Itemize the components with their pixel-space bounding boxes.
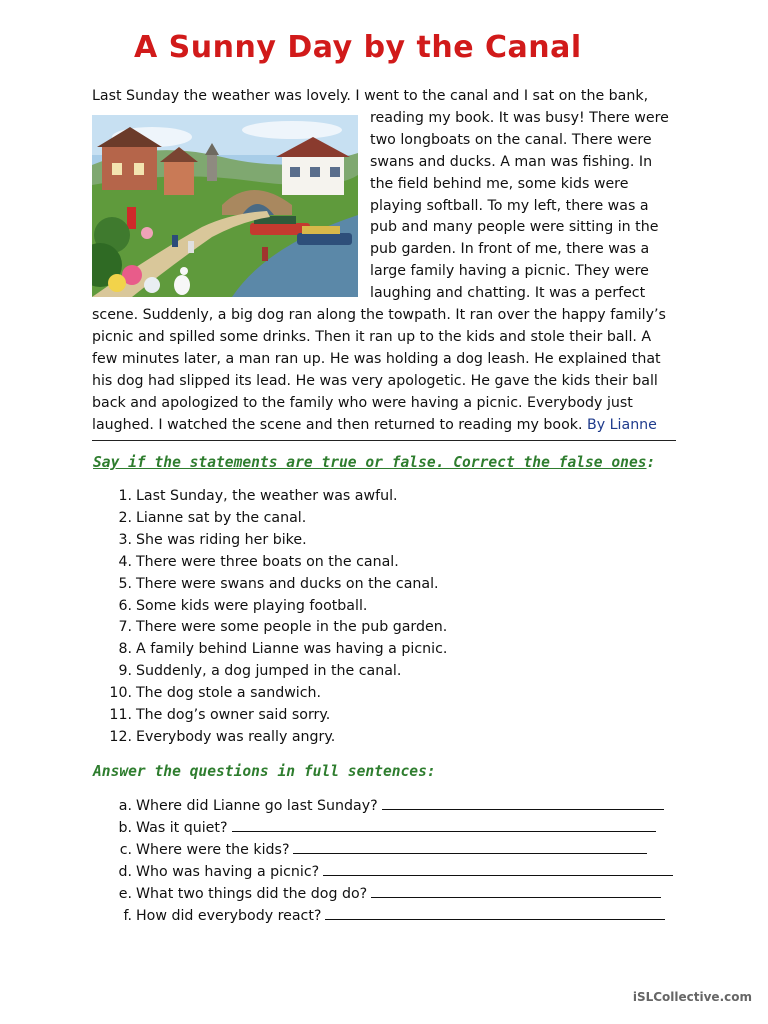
statement-number: 12. [109,728,132,745]
question-letter: a. [118,798,132,814]
question-letter: d. [118,864,132,880]
page-title: A Sunny Day by the Canal [134,30,582,65]
answer-line[interactable] [382,795,664,810]
statement-number: 4. [118,553,132,570]
questions-heading: Answer the questions in full sentences: [93,763,436,780]
statement-item [96,639,447,661]
statement-item [96,661,447,683]
statement-text: There were swans and ducks on the canal. [136,575,439,592]
question-letter: e. [118,886,132,902]
statement-text: A family behind Lianne was having a picnic. [136,641,448,658]
statement-number: 2. [118,509,132,526]
story-text [92,86,674,437]
question-letter: c. [119,842,132,858]
answer-line[interactable] [371,883,661,898]
question-letter: f. [123,908,132,924]
answer-line[interactable] [232,817,656,832]
statement-text: Suddenly, a dog jumped in the canal. [136,663,402,680]
question-letter: b. [118,820,132,836]
statement-text: There were three boats on the canal. [136,553,399,570]
divider-line [92,440,676,441]
question-item [96,839,673,861]
statement-text: She was riding her bike. [136,531,307,548]
statement-number: 6. [118,597,132,614]
statement-number: 10. [109,685,132,702]
statement-text: The dog’s owner said sorry. [136,707,331,724]
answer-line[interactable] [323,861,673,876]
statement-item [96,705,447,727]
true-false-heading [93,454,655,471]
statement-item [96,727,447,749]
question-item [96,861,673,883]
story-body: reading my book. It was busy! There were two longboats on the canal. There were swans and ducks. A man was fishing. In the field behind me, some kids were playing softball. To my left, there was a pub and many people were sitting in the pub garden. In front of me, there was a large family having a picnic. They were laughing and chatting. It was a perfect scene. Suddenly, a big dog ran along the towpath. It ran over the happy family’s picnic and spilled some drinks. Then it ran up to the kids and stole their ball. A few minutes later, a man ran up. He was holding a dog leash. He explained that his dog had slipped its lead. He was very apologetic. He gave the kids their ball back and apologized to the family who were having a picnic. Everybody just laughed. I watched the scene and then returned to reading my book. [92,109,669,433]
question-item [96,817,673,839]
statement-item [96,508,447,530]
statement-number: 9. [118,663,132,680]
true-false-heading-colon: : [646,454,656,471]
statement-text: The dog stole a sandwich. [136,685,322,702]
statement-number: 5. [118,575,132,592]
statement-item [96,683,447,705]
story-first-line: Last Sunday the weather was lovely. I went to the canal and I sat on the bank, [92,88,649,104]
statement-text: Last Sunday, the weather was awful. [136,488,398,504]
question-text: Where were the kids? [136,842,290,858]
statement-number: 7. [118,619,132,636]
question-item [96,883,673,905]
true-false-heading-text: Say if the statements are true or false. Correct the false ones [93,454,647,471]
statement-item [96,552,447,574]
question-text: What two things did the dog do? [136,886,368,902]
question-item [96,905,673,927]
statement-item [96,486,447,508]
statement-item [96,530,447,552]
story-author: By Lianne [587,416,657,433]
watermark-footer: iSLCollective.com [632,990,752,1004]
question-text: Who was having a picnic? [136,864,320,880]
statement-number: 8. [118,641,132,658]
answer-line[interactable] [293,839,647,854]
statement-number: 3. [118,531,132,548]
statement-item [96,574,447,596]
statement-text: Some kids were playing football. [136,597,368,614]
statement-item [96,617,447,639]
statement-number: 11. [109,707,132,724]
statement-text: Lianne sat by the canal. [136,509,307,526]
answer-line[interactable] [325,905,665,920]
question-text: Was it quiet? [136,820,228,836]
questions-list [96,795,673,927]
statement-text: Everybody was really angry. [136,728,336,745]
statements-list [96,486,447,749]
statement-text: There were some people in the pub garden. [136,619,448,636]
question-text: How did everybody react? [136,908,322,924]
statement-item [96,596,447,618]
question-text: Where did Lianne go last Sunday? [136,798,378,814]
canal-illustration [92,115,358,297]
statement-number: 1. [118,488,132,504]
question-item [96,795,673,817]
